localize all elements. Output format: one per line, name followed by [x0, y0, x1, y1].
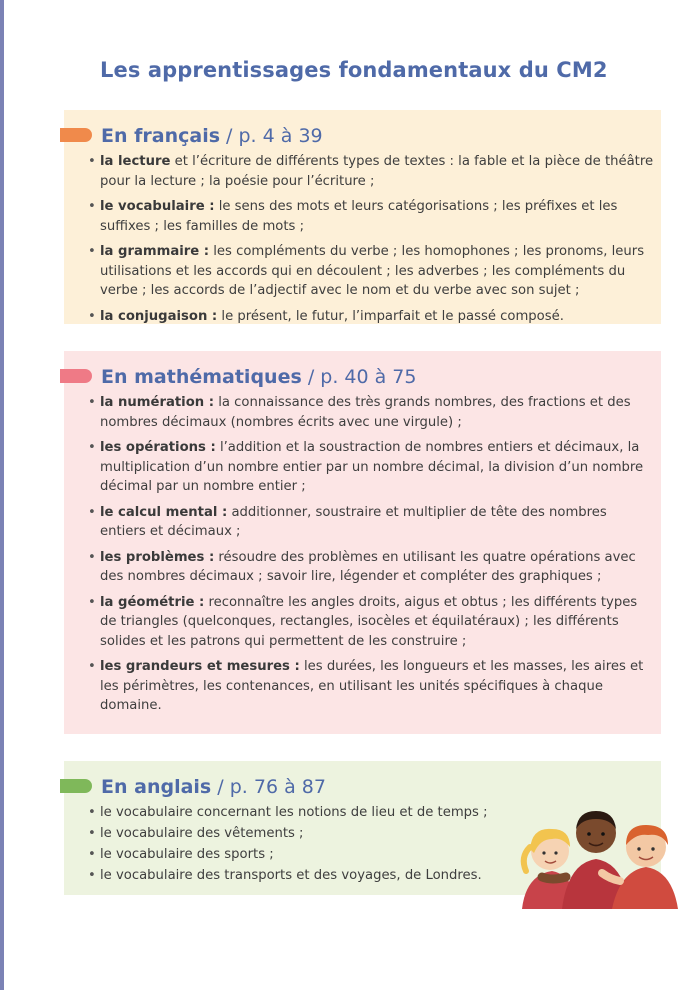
section-name: En mathématiques	[101, 366, 302, 388]
left-margin-rule	[0, 0, 4, 990]
item-term: la lecture	[100, 154, 171, 169]
item-term: la numération :	[100, 395, 215, 410]
list-item	[100, 593, 655, 652]
section-pages: / p. 40 à 75	[301, 366, 417, 388]
item-text: additionner, soustraire et multiplier de tête des nombres entiers et décimaux ;	[100, 504, 607, 539]
section-pages: / p. 4 à 39	[220, 125, 323, 147]
maths-list	[100, 393, 655, 722]
francais-list	[100, 152, 655, 332]
section-francais	[64, 110, 661, 324]
item-text: l’addition et la soustraction de nombres entiers et décimaux, la multiplication d’un nombre entier par un nombre décimal, la division d’un nombre décimal par un nombre entier ;	[100, 440, 644, 494]
section-mathematiques	[64, 351, 661, 734]
list-item	[100, 393, 655, 432]
section-tab-marker	[60, 779, 92, 793]
section-pages: / p. 76 à 87	[211, 776, 326, 798]
item-term: les grandeurs et mesures :	[100, 659, 300, 674]
list-item	[100, 503, 655, 542]
item-term: le vocabulaire :	[100, 199, 215, 214]
item-term: la grammaire :	[100, 244, 210, 259]
list-item	[100, 242, 655, 301]
list-item: • le vocabulaire des transports et des voyages, de Londres.	[100, 866, 655, 886]
list-item: • le vocabulaire concernant les notions de lieu et de temps ;	[100, 803, 655, 823]
item-term: la conjugaison :	[100, 308, 218, 324]
section-heading	[101, 125, 323, 147]
page-title: Les apprentissages fondamentaux du CM2	[100, 58, 608, 82]
item-text: les compléments du verbe ; les homophones ; les pronoms, leurs utilisations et les accords qui en découlent ; les adverbes ; les compléments du verbe ; les accords de l’adjectif avec le nom et du verbe avec son sujet ;	[100, 244, 645, 298]
list-item	[100, 152, 655, 191]
list-item	[100, 657, 655, 716]
section-heading	[101, 366, 416, 388]
list-item: • le vocabulaire des vêtements ;	[100, 824, 655, 844]
section-tab-marker	[60, 128, 92, 142]
three-children-icon	[512, 797, 682, 909]
item-term: les opérations :	[100, 440, 216, 455]
section-name: En anglais	[101, 776, 212, 798]
item-text: et l’écriture de différents types de textes : la fable et la pièce de théâtre pour la lecture ; la poésie pour l’écriture ;	[100, 154, 654, 189]
item-text: la connaissance des très grands nombres, des fractions et des nombres décimaux (nombres écrits avec une virgule) ;	[100, 395, 631, 430]
item-text: les durées, les longueurs et les masses, les aires et les périmètres, les contenances, en utilisant les unités spécifiques à chaque domaine.	[100, 659, 644, 713]
list-item	[100, 307, 655, 327]
item-term: les problèmes :	[100, 549, 215, 565]
item-text: résoudre des problèmes en utilisant les quatre opérations avec des nombres décimaux ; savoir lire, légender et compléter des graphiques ;	[100, 549, 636, 584]
item-text: le sens des mots et leurs catégorisations ; les préfixes et les suffixes ; les familles de mots ;	[100, 199, 618, 234]
list-item	[100, 197, 655, 236]
item-text: reconnaître les angles droits, aigus et obtus ; les différents types de triangles (quelconques, rectangles, isocèles et équilatéraux) ; les différents solides et les patrons qui permettent de les construire ;	[100, 594, 638, 649]
item-term: la géométrie :	[100, 594, 205, 610]
list-item: • le vocabulaire des sports ;	[100, 845, 655, 865]
list-item	[100, 548, 655, 587]
list-item	[100, 438, 655, 497]
item-term: le calcul mental :	[100, 504, 228, 520]
item-text: le présent, le futur, l’imparfait et le passé composé.	[217, 308, 564, 324]
section-name: En français	[101, 125, 221, 147]
section-tab-marker	[60, 369, 92, 383]
section-heading	[101, 776, 326, 798]
